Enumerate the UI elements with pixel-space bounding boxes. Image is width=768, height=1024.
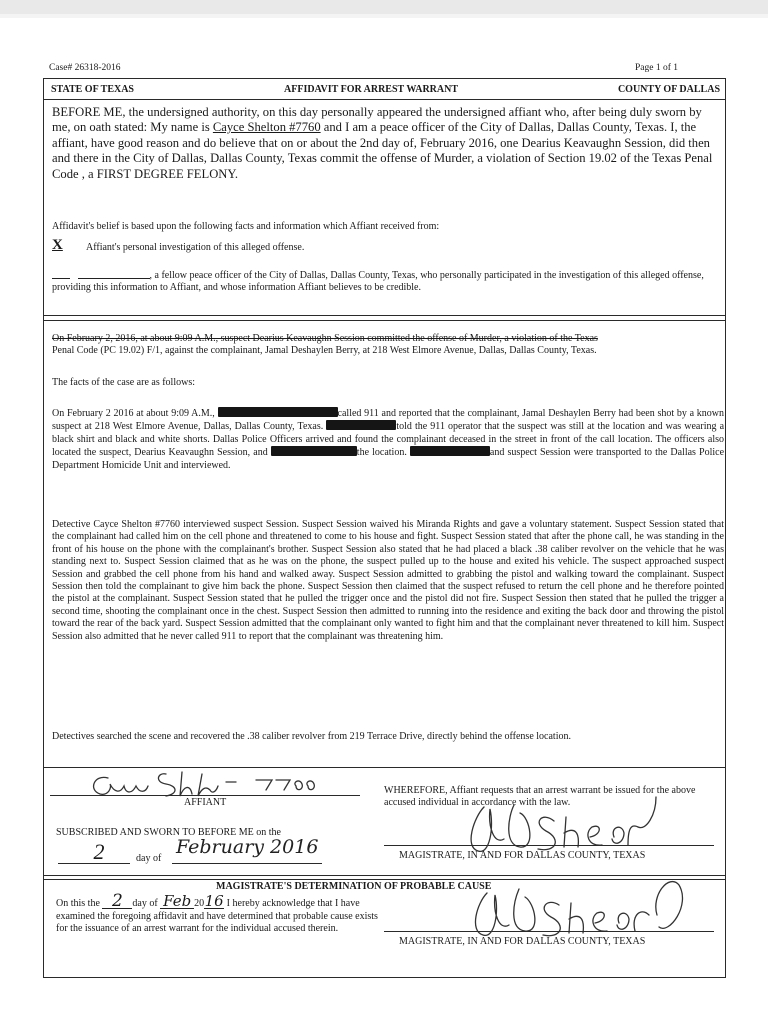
determination-year-value: 16 <box>204 892 224 910</box>
sworn-day-line <box>58 863 130 864</box>
fellow-officer-checkbox <box>52 269 70 279</box>
offense-summary <box>52 333 724 358</box>
case-number: Case# 26318-2016 <box>49 63 121 73</box>
magistrate-signature-line-2 <box>384 931 714 932</box>
wherefore-text: WHEREFORE, Affiant requests that an arrest warrant be issued for the above accused individual in accordance with the law. <box>384 785 696 809</box>
affiant-signature-line <box>50 795 360 796</box>
fellow-officer-option <box>52 269 724 295</box>
basis-heading: Affidavit's belief is based upon the following facts and information which Affiant received from: <box>52 221 440 232</box>
page-number: Page 1 of 1 <box>635 63 679 73</box>
magistrate-signature-line-1 <box>384 845 714 846</box>
struck-offense-line: On February 2, 2016, at about 9:09 A.M., suspect Dearius Keavaughn Session committed the offense of Murder, a violation of the Texas <box>52 333 598 344</box>
facts-paragraph-2: Detective Cayce Shelton #7760 interviewed suspect Session. Suspect Session waived his Miranda Rights and gave a voluntary statement. Suspect Session stated that the complainant had called him on the cell phone and threatened to come to his house and fight. Suspect Session stated that after the phone call, he was standing in the front of his house on the phone with the complainant's brother. Suspect Session also stated that he had placed a black .38 caliber revolver on the vehicle that he was standing next to. Suspect Session claimed that as he was on the phone, the suspect pulled up to the house and exited his vehicle. The suspect approached suspect Session and grabbed the cell phone from his hand and walked away. Suspect Session admitted to grabbing the pistol and walking toward the complainant. Suspect Session then told the complainant to give him back the phone. Suspect Session then claimed that the suspect refused to return the cell phone and he therefore pointed the pistol at the complainant. Suspect Session stated that he pulled the trigger once and the pistol did not fire. Suspect Session then stated that he pulled the trigger a second time, shooting the complainant once in the chest. Suspect Session then admitted to running into the residence and exiting the back door and throwing the pistol toward the rear of the back yard. Suspect Session admitted that the complainant only wanted to fight him and that the complainant never threatened to kill him. Suspect Session also admitted that he never called 911 to report that the complainant was threatening him. <box>52 519 724 642</box>
fellow-officer-name-blank <box>78 269 150 279</box>
document-title: AFFIDAVIT FOR ARREST WARRANT <box>284 84 459 95</box>
facts-text-b: called 911 and reported that the complainant, Jamal Deshaylen Berry had been shot by a known suspect at 218 West Elmore Avenue, Dallas, Dallas County, Texas. <box>52 408 725 433</box>
facts-text-c: told the 911 operator that the suspect was still at the location and was wearing a black shirt and black and white shorts. Dallas Police Officers arrived and found the complainant deceased in the street in front of the call location. The officers also located the suspect, Dearius Keavaughn Session, and <box>52 421 725 459</box>
personal-investigation-option: Affiant's personal investigation of this alleged offense. <box>86 242 305 253</box>
facts-heading: The facts of the case are as follows: <box>52 377 195 388</box>
determination-on-this: On this the <box>56 898 100 909</box>
redacted-witness-2 <box>326 420 396 430</box>
title-divider <box>44 99 725 100</box>
facts-paragraph-3: Detectives searched the scene and recovered the .38 caliber revolver from 219 Terrace Drive, directly behind the offense location. <box>52 731 571 742</box>
redacted-witness-3 <box>271 446 357 456</box>
scan-edge <box>0 0 768 14</box>
determination-day-of: day of <box>132 898 158 909</box>
basis-divider-2 <box>44 320 725 321</box>
sworn-text: SUBSCRIBED AND SWORN TO BEFORE ME on the <box>56 827 281 838</box>
magistrate-label-2: MAGISTRATE, IN AND FOR DALLAS COUNTY, TEXAS <box>399 936 646 947</box>
affiant-name: Cayce Shelton #7760 <box>212 120 321 135</box>
determination-day-value: 2 <box>102 895 132 909</box>
sworn-month-line <box>172 863 322 864</box>
facts-text-d: the location. <box>356 447 407 459</box>
facts-paragraph-1 <box>52 407 724 472</box>
intro-text-2: and I am a peace officer of the City of Dallas, Dallas County, Texas. I, the affiant, have good reason and do believe that on or about the 2nd day of, February 2016, one Dearius Keavaughn Session, did then and there in the City of Dallas, Dallas County, Texas commit the offense of Murder, a violation of Section 19.02 of the Texas Penal Code , a FIRST DEGREE FELONY. <box>52 120 713 181</box>
affiant-label: AFFIANT <box>184 797 227 808</box>
personal-investigation-checkmark: X <box>52 237 63 253</box>
fellow-officer-text: , a fellow peace officer of the City of Dallas, Dallas County, Texas, who personally participated in the investigation of this alleged offense, providing this information to Affiant, and whose information Affiant believes to be credible. <box>52 270 704 294</box>
facts-text-e: and suspect Session were transported to the Dallas Police Department Homicide Unit and interviewed. <box>52 447 725 471</box>
determination-text: that I have examined the foregoing affidavit and have determined that probable cause exists for the issuance of an arrest warrant for the individual accused therein. <box>56 898 378 935</box>
determination-ack: I hereby acknowledge <box>226 898 315 909</box>
determination-paragraph <box>56 891 378 936</box>
redacted-witness-4 <box>410 446 490 456</box>
determination-heading: MAGISTRATE'S DETERMINATION OF PROBABLE CAUSE <box>216 881 492 892</box>
basis-divider <box>44 315 725 316</box>
scan-edge-shadow <box>0 14 768 18</box>
state-label: STATE OF TEXAS <box>51 84 134 95</box>
determination-month-value: Feb <box>160 895 194 909</box>
penal-code-line: Penal Code (PC 19.02) F/1, against the complainant, Jamal Deshaylen Berry, at 218 West Elmore Avenue, Dallas, Dallas County, Texas. <box>52 345 597 357</box>
sworn-day-of: day of <box>136 853 162 864</box>
redacted-witness-1 <box>218 407 338 417</box>
county-label: COUNTY OF DALLAS <box>617 84 720 95</box>
intro-text-1: BEFORE ME, the undersigned authority, on this day personally appeared the undersigned affiant who, after being duly sworn by me, on oath stated: My name is <box>52 105 702 135</box>
magistrate-label-1: MAGISTRATE, IN AND FOR DALLAS COUNTY, TEXAS <box>399 850 646 861</box>
determination-year-prefix: 20 <box>194 898 205 909</box>
sworn-day-value: 2 <box>93 839 105 864</box>
facts-text-a: On February 2 2016 at about 9:09 A.M., <box>52 408 215 419</box>
sworn-month-year: February 2016 <box>176 836 319 858</box>
affidavit-form <box>43 78 726 978</box>
intro-paragraph <box>52 105 720 182</box>
